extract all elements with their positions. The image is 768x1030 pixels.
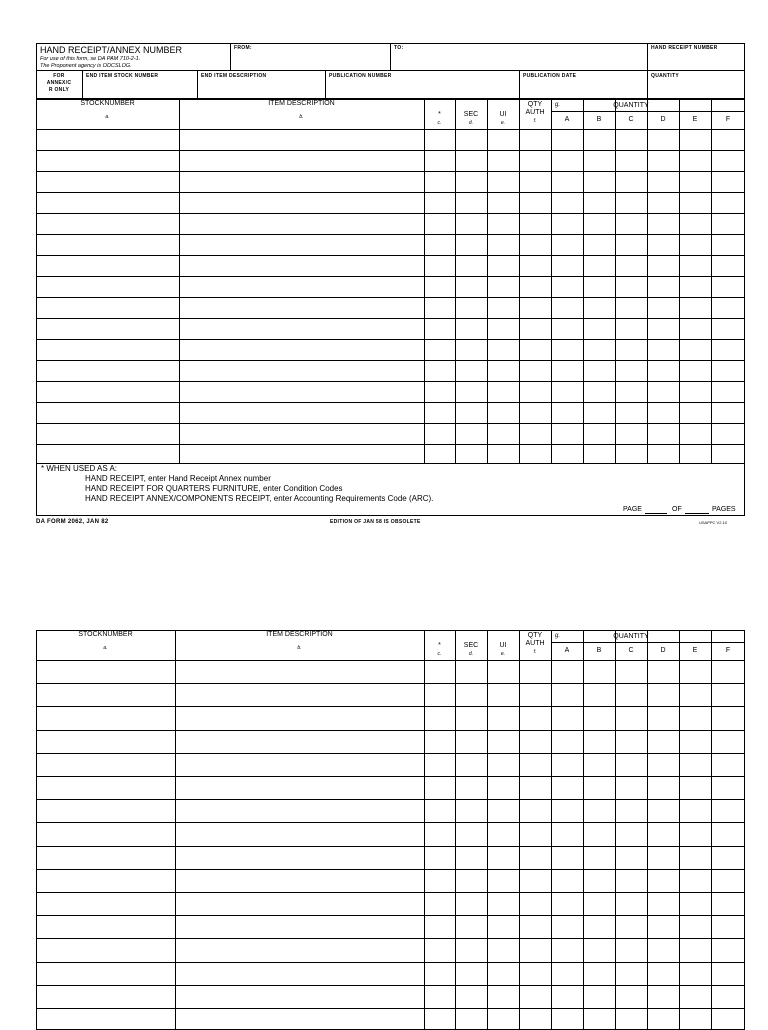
table-row[interactable] [36,892,745,915]
table-row[interactable] [36,915,745,938]
note-line-3: HAND RECEIPT FOR QUARTERS FURNITURE, enter Condition Codes [85,484,343,493]
annex-only-label: FOR ANNEX/C R ONLY [46,73,72,93]
table-row[interactable] [36,706,745,729]
table-row[interactable] [36,318,745,339]
col-item-description: ITEM DESCRIPTION b. [268,100,335,120]
col-sec-2: SEC d. [463,642,479,657]
table-row[interactable] [36,360,745,381]
col-ui: UI e. [499,111,507,126]
col-ui-2: UI e. [499,642,507,657]
quantity-col-c: C [628,116,634,123]
col-star-2: * c. [437,642,442,657]
table-row[interactable] [36,799,745,822]
col-g-label-2: g. [555,633,561,639]
table-row[interactable] [36,171,745,192]
edition-note: EDITION OF JAN 58 IS OBSOLETE [330,519,421,525]
col-qty-auth: QTY AUTH f. [525,101,545,124]
table-row[interactable] [36,962,745,985]
of-blank[interactable] [685,513,709,514]
table-row[interactable] [36,213,745,234]
table-row[interactable] [36,660,745,683]
table-row[interactable] [36,683,745,706]
page-label: PAGE [623,506,642,513]
table-row[interactable] [36,985,745,1008]
grid-line [551,642,745,643]
end-item-stock-number-label: END ITEM STOCK NUMBER [86,73,159,79]
table-row[interactable] [36,869,745,892]
quantity-col-e: E [692,647,698,654]
form-subtitle-1: For use of this form, se DA PAM 710-2-1. [40,56,141,62]
end-item-description-label: END ITEM DESCRIPTION [201,73,267,79]
form-title: HAND RECEIPT/ANNEX NUMBER [40,45,183,55]
table-row[interactable] [36,730,745,753]
table-row[interactable] [36,822,745,845]
quantity-col-d: D [660,116,666,123]
page-blank[interactable] [645,513,667,514]
table-row[interactable] [36,846,745,869]
table-row[interactable] [36,339,745,360]
col-g-label: g. [555,102,561,108]
note-line-1: * WHEN USED AS A: [41,464,118,473]
note-line-2: HAND RECEIPT, enter Hand Receipt Annex number [85,474,271,483]
publication-date-label: PUBLICATION DATE [523,73,577,79]
form-id: DA FORM 2062, JAN 82 [36,519,109,525]
table-row[interactable] [36,255,745,276]
table-row[interactable] [36,753,745,776]
col-item-description-2: ITEM DESCRIPTION b. [266,631,333,651]
quantity-col-b: B [596,647,602,654]
quantity-col-e: E [692,116,698,123]
grid-line [551,111,745,112]
col-stock-number-2: STOCKNUMBER a. [78,631,133,651]
table-row[interactable] [36,192,745,213]
table-row[interactable] [36,234,745,255]
publication-number-label: PUBLICATION NUMBER [329,73,392,79]
quantity-col-c: C [628,647,634,654]
pages-label: PAGES [712,506,736,513]
table-row[interactable] [36,297,745,318]
col-quantity-group-2: QUANTITY [613,633,649,640]
col-star: * c. [437,111,442,126]
grid-line [36,444,745,445]
table-row[interactable] [36,150,745,171]
quantity-col-a: A [564,647,570,654]
table-row[interactable] [36,776,745,799]
version-label: USAPPC V2.10 [699,520,728,525]
from-label: FROM: [234,45,252,51]
col-qty-auth-2: QTY AUTH f. [525,632,545,655]
col-stock-number: STOCKNUMBER a. [80,100,135,120]
to-label: TO: [394,45,404,51]
note-line-4: HAND RECEIPT ANNEX/COMPONENTS RECEIPT, enter Accounting Requirements Code (ARC). [85,494,434,503]
col-quantity-group: QUANTITY [613,102,649,109]
quantity-col-f: F [725,116,731,123]
col-sec: SEC d. [463,111,479,126]
quantity-header-label: QUANTITY [651,73,679,79]
quantity-col-f: F [725,647,731,654]
table-row[interactable] [36,402,745,423]
grid-line [36,1008,745,1009]
table-row[interactable] [36,938,745,961]
of-label: OF [672,506,682,513]
table-row[interactable] [36,276,745,297]
quantity-col-d: D [660,647,666,654]
hand-receipt-number-label: HAND RECEIPT NUMBER [651,45,718,51]
form-subtitle-2: The Proponent agency is ODCSLOG. [40,63,132,69]
table-row[interactable] [36,381,745,402]
quantity-col-a: A [564,116,570,123]
table-row[interactable] [36,129,745,150]
quantity-col-b: B [596,116,602,123]
table-row[interactable] [36,423,745,444]
